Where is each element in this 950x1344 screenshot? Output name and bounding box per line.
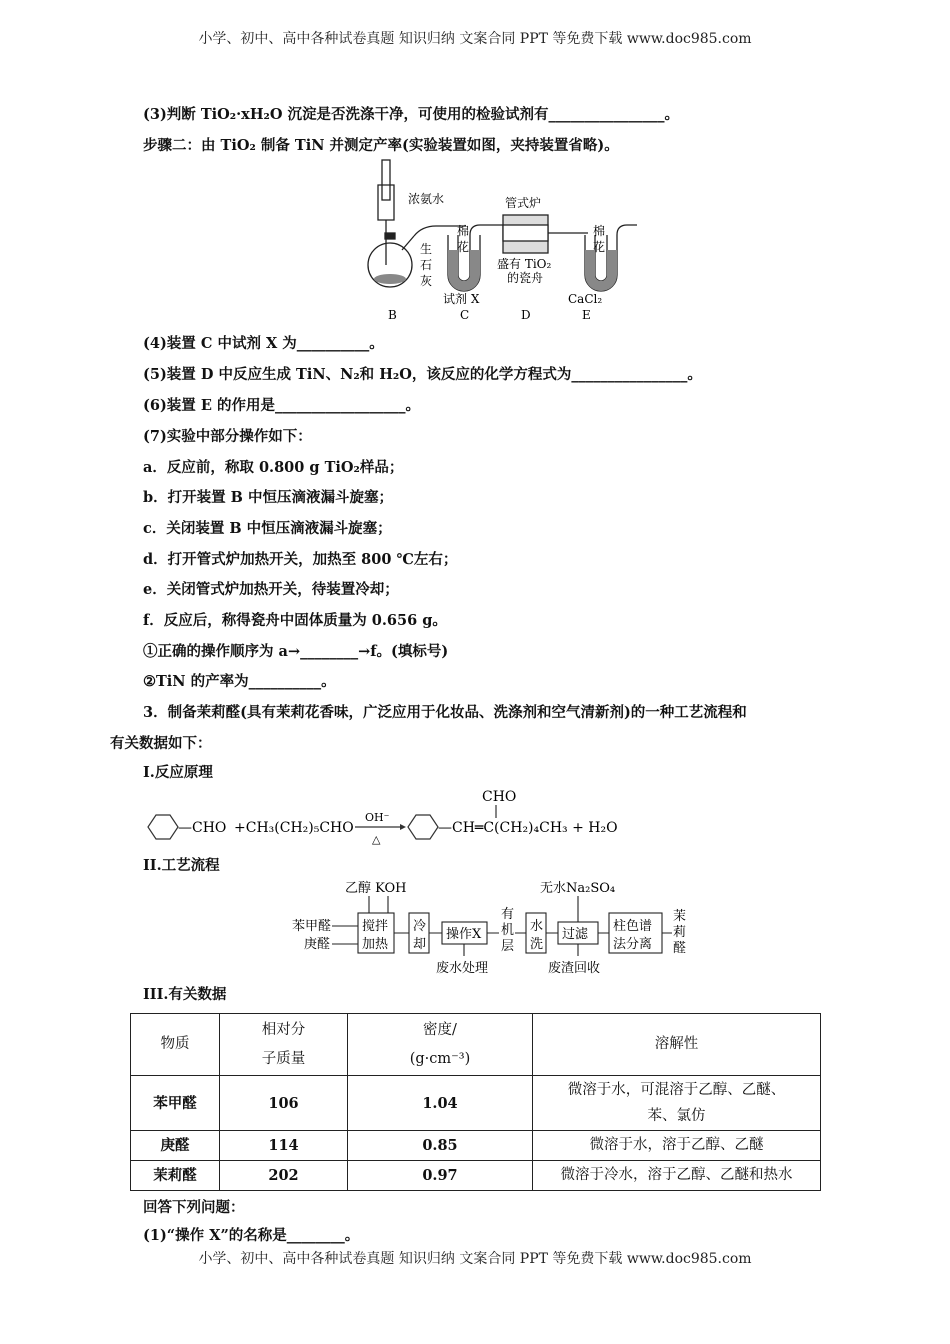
svg-text:棉: 棉: [593, 224, 606, 238]
svg-text:却: 却: [413, 937, 427, 952]
svg-text:CHO: CHO: [482, 789, 517, 805]
svg-text:过滤: 过滤: [562, 927, 589, 942]
svg-text:操作X: 操作X: [446, 927, 482, 942]
question-3: (3)判断 TiO₂·xH₂O 沉淀是否洗涤干净，可使用的检验试剂有________________。: [143, 106, 680, 123]
svg-text:花: 花: [457, 240, 470, 254]
svg-text:浓氨水: 浓氨水: [408, 192, 445, 206]
problem-3-cont: 有关数据如下：: [110, 735, 212, 752]
step-e: e．关闭管式炉加热开关，待装置冷却；: [143, 581, 399, 598]
apparatus-diagram: [360, 155, 640, 325]
section-flow: II.工艺流程: [143, 857, 220, 874]
svg-text:灰: 灰: [420, 274, 433, 288]
step-two: 步骤二：由 TiO₂ 制备 TiN 并测定产率(实验装置如图，夹持装置省略)。: [143, 137, 619, 154]
svg-text:洗: 洗: [530, 937, 544, 952]
step-a: a．反应前，称取 0.800 g TiO₂样品；: [143, 459, 404, 476]
question-4: (4)装置 C 中试剂 X 为__________。: [143, 335, 384, 352]
svg-text:苯甲醛: 苯甲醛: [292, 919, 332, 934]
svg-text:—CHO: —CHO: [178, 820, 227, 836]
svg-text:冷: 冷: [413, 919, 427, 934]
svg-text:B: B: [388, 308, 397, 322]
svg-text:废渣回收: 废渣回收: [548, 961, 601, 976]
svg-text:△: △: [372, 833, 381, 845]
svg-text:柱色谱: 柱色谱: [613, 919, 653, 934]
svg-text:无水Na₂SO₄: 无水Na₂SO₄: [540, 881, 616, 896]
answer-prompt: 回答下列问题：: [143, 1199, 245, 1216]
svg-text:OH⁻: OH⁻: [365, 811, 390, 824]
svg-text:CaCl₂: CaCl₂: [568, 292, 603, 306]
svg-text:试剂 X: 试剂 X: [443, 292, 480, 306]
svg-text:有: 有: [501, 907, 515, 922]
sub-question-2: ②TiN 的产率为__________。: [143, 673, 336, 690]
table-header: 物质 相对分 子质量 密度/ (g·cm⁻³) 溶解性: [131, 1014, 821, 1076]
problem-3: 3．制备茉莉醛(具有茉莉花香味，广泛应用于化妆品、洗涤剂和空气清新剂)的一种工艺流程和: [143, 704, 747, 721]
data-table: [130, 1013, 821, 1191]
svg-text:乙醇 KOH: 乙醇 KOH: [345, 881, 407, 896]
svg-text:的瓷舟: 的瓷舟: [507, 271, 544, 285]
svg-text:层: 层: [501, 939, 515, 954]
sub-question-1: ①正确的操作顺序为 a→________→f。(填标号): [143, 643, 449, 660]
reaction-equation: [140, 785, 700, 845]
table-row: 茉莉醛 202 0.97 微溶于冷水，溶于乙醇、乙醚和热水: [131, 1161, 821, 1191]
svg-text:庚醛: 庚醛: [304, 937, 331, 952]
table-row: 苯甲醛 106 1.04 微溶于水，可混溶于乙醇、乙醚、 苯、氯仿: [131, 1076, 821, 1131]
svg-text:醛: 醛: [673, 941, 687, 956]
question-5: (5)装置 D 中反应生成 TiN、N₂和 H₂O，该反应的化学方程式为________________。: [143, 366, 702, 383]
svg-text:—CH═C(CH₂)₄CH₃ + H₂O: —CH═C(CH₂)₄CH₃ + H₂O: [438, 820, 618, 836]
question-1: (1)“操作 X”的名称是________。: [143, 1227, 360, 1244]
page-header: 小学、初中、高中各种试卷真题 知识归纳 文案合同 PPT 等免费下载 www.doc985.com: [198, 31, 752, 47]
svg-text:水: 水: [530, 919, 544, 934]
section-reaction: I.反应原理: [143, 764, 213, 781]
svg-text:花: 花: [593, 240, 606, 254]
process-flowchart: [290, 878, 700, 978]
svg-text:加热: 加热: [362, 937, 389, 952]
svg-text:+CH₃(CH₂)₅CHO: +CH₃(CH₂)₅CHO: [234, 820, 354, 836]
svg-text:莉: 莉: [673, 925, 687, 940]
svg-text:石: 石: [420, 258, 433, 272]
question-6: (6)装置 E 的作用是__________________。: [143, 397, 420, 414]
svg-text:搅拌: 搅拌: [362, 919, 389, 934]
svg-text:茉: 茉: [673, 909, 687, 924]
svg-text:E: E: [582, 308, 591, 322]
section-data: III.有关数据: [143, 986, 227, 1003]
table-row: 庚醛 114 0.85 微溶于水，溶于乙醇、乙醚: [131, 1131, 821, 1161]
step-d: d．打开管式炉加热开关，加热至 800 ℃左右；: [143, 551, 458, 568]
svg-text:盛有 TiO₂: 盛有 TiO₂: [497, 257, 552, 271]
svg-text:生: 生: [420, 242, 433, 256]
svg-text:法分离: 法分离: [613, 937, 653, 952]
svg-text:C: C: [460, 308, 470, 322]
step-c: c．关闭装置 B 中恒压滴液漏斗旋塞；: [143, 520, 392, 537]
svg-text:废水处理: 废水处理: [436, 961, 489, 976]
page-footer: 小学、初中、高中各种试卷真题 知识归纳 文案合同 PPT 等免费下载 www.doc985.com: [198, 1251, 752, 1267]
step-f: f．反应后，称得瓷舟中固体质量为 0.656 g。: [143, 612, 447, 629]
svg-text:管式炉: 管式炉: [505, 196, 542, 210]
step-b: b．打开装置 B 中恒压滴液漏斗旋塞；: [143, 489, 393, 506]
svg-text:机: 机: [501, 923, 515, 938]
svg-text:D: D: [521, 308, 531, 322]
svg-text:棉: 棉: [457, 224, 470, 238]
question-7: (7)实验中部分操作如下：: [143, 428, 312, 445]
